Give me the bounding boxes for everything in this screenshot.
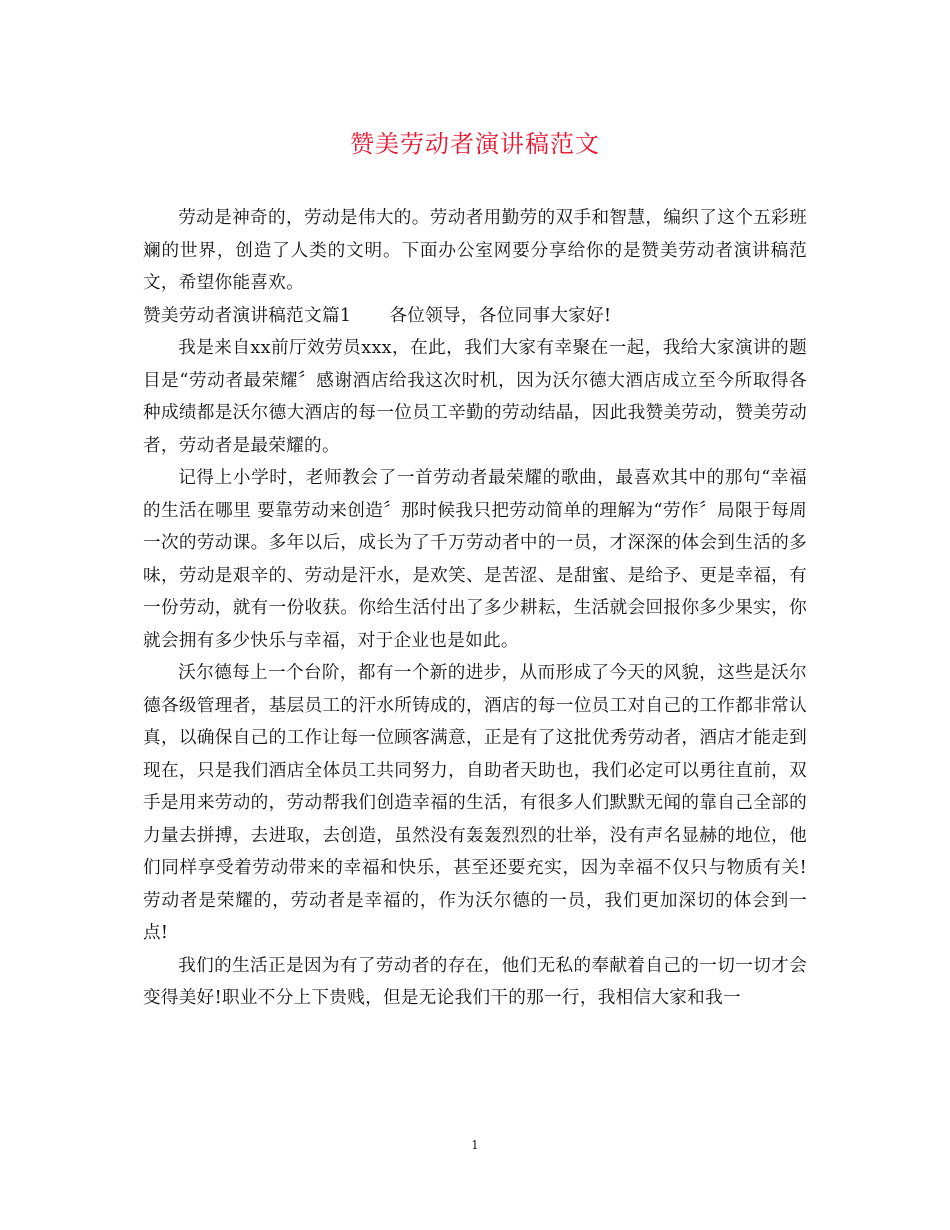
section-heading-line	[143, 300, 807, 333]
body-paragraph: 记得上小学时，老师教会了一首劳动者最荣耀的歌曲，最喜欢其中的那句“幸福的生活在哪里 要靠劳动来创造〞那时候我只把劳动简单的理解为“劳作〞局限于每周一次的劳动课。多年以后，成长为了千万劳动者中的一员，才深深的体会到生活的多味，劳动是艰辛的、劳动是汗水，是欢笑、是苦涩、是甜蜜、是给予、更是幸福，有一份劳动，就有一份收获。你给生活付出了多少耕耘，生活就会回报你多少果实，你就会拥有多少快乐与幸福，对于企业也是如此。	[143, 468, 807, 651]
body-paragraph: 我是来自xx前厅效劳员xxx，在此，我们大家有幸聚在一起，我给大家演讲的题目是“劳动者最荣耀〞感谢酒店给我这次时机，因为沃尔德大酒店成立至今所取得各种成绩都是沃尔德大酒店的每一位员工辛勤的劳动结晶，因此我赞美劳动，赞美劳动者，劳动者是最荣耀的。	[143, 338, 807, 456]
section-heading: 赞美劳动者演讲稿范文篇1	[143, 305, 352, 326]
intro-paragraph: 劳动是神奇的，劳动是伟大的。劳动者用勤劳的双手和智慧，编织了这个五彩班斓的世界，创造了人类的文明。下面办公室网要分享给你的是赞美劳动者演讲稿范文，希望你能喜欢。	[143, 208, 807, 293]
greeting: 各位领导，各位同事大家好!	[389, 305, 612, 326]
body-paragraph: 沃尔德每上一个台阶，都有一个新的进步，从而形成了今天的风貌，这些是沃尔德各级管理者，基层员工的汗水所铸成的，酒店的每一位员工对自己的工作都非常认真，以确保自己的工作让每一位顾客满意，正是有了这批优秀劳动者，酒店才能走到现在，只是我们酒店全体员工共同努力，自助者天助也，我们必定可以勇往直前，双手是用来劳动的，劳动帮我们创造幸福的生活，有很多人们默默无闻的靠自己全部的力量去拼搏，去进取，去创造，虽然没有轰轰烈烈的壮举，没有声名显赫的地位，他们同样享受着劳动带来的幸福和快乐，甚至还要充实，因为幸福不仅只与物质有关!劳动者是荣耀的，劳动者是幸福的，作为沃尔德的一员，我们更加深切的体会到一点!	[143, 663, 807, 943]
document-title: 赞美劳动者演讲稿范文	[350, 130, 600, 158]
page-number: 1	[471, 1138, 479, 1152]
document-body	[143, 202, 807, 1015]
body-paragraph: 我们的生活正是因为有了劳动者的存在，他们无私的奉献着自己的一切一切才会变得美好!职业不分上下贵贱，但是无论我们干的那一行，我相信大家和我一	[143, 955, 807, 1008]
